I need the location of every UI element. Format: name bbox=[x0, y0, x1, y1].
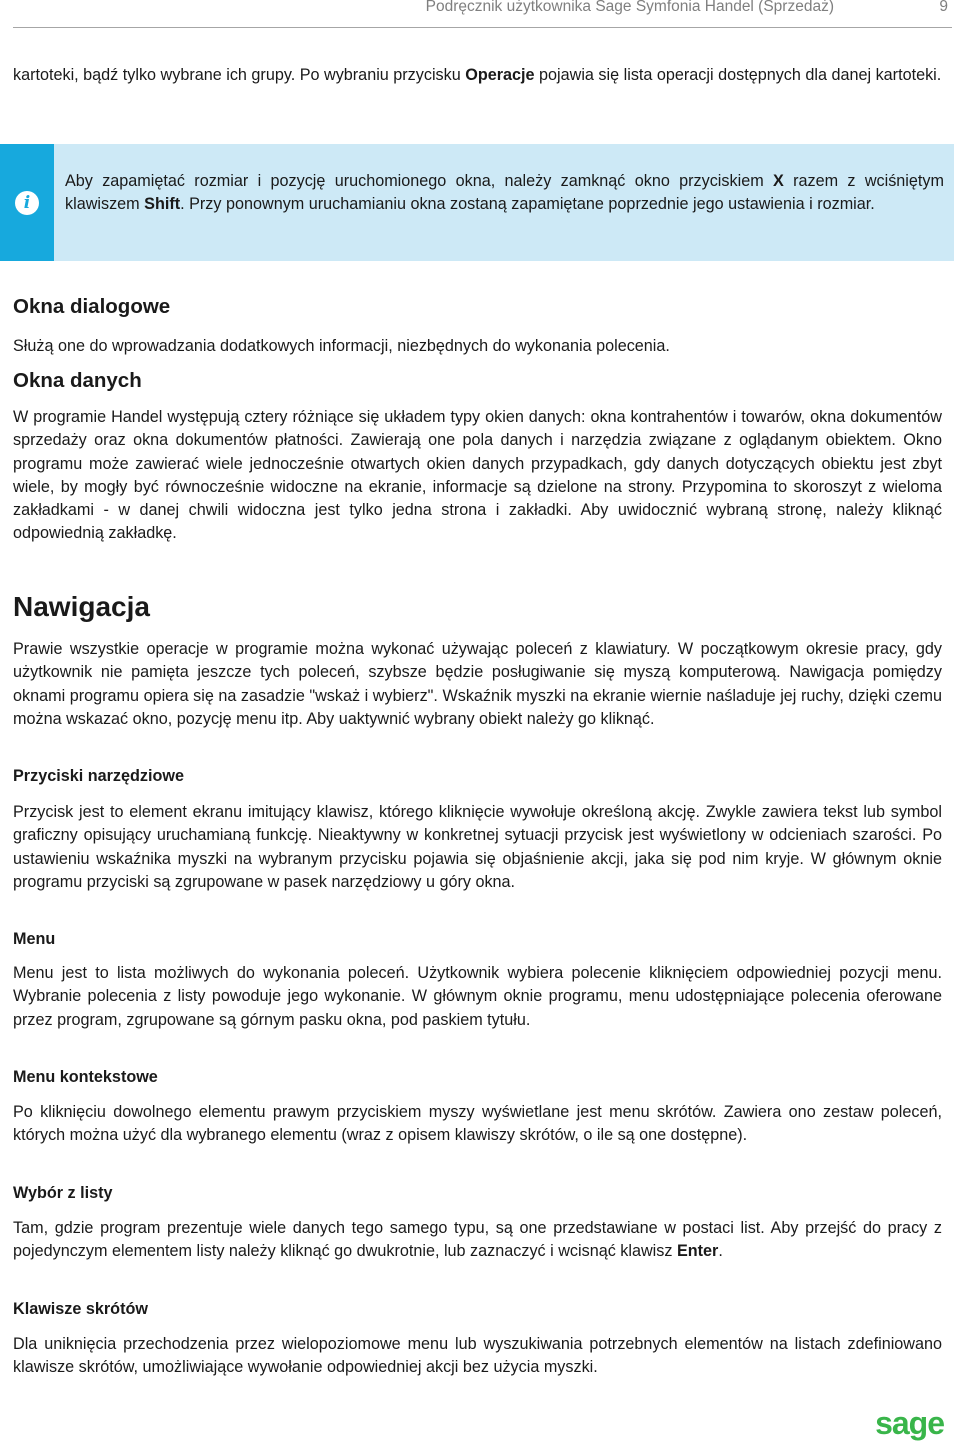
klawisze-skrotow-text: Dla uniknięcia przechodzenia przez wielopoziomowe menu lub wyszukiwania potrzebnych elementów na listach zdefiniowano klawisze skrótów, umożliwiające wywołanie odpowiedniej akcji bez użycia myszki. bbox=[13, 1335, 942, 1377]
page-number: 9 bbox=[939, 0, 948, 15]
nawigacja-text: Prawie wszystkie operacje w programie można wykonać używając poleceń z klawiatury. W początkowym okresie pracy, gdy użytkownik nie pamięta jeszcze tych poleceń, szybsze będzie posługiwanie się myszą komputerową. Nawigacja pomiędzy oknami programu opiera się na zasadzie "wskaż i wybierz". Wskaźnik myszki na ekranie wiernie naśladuje jej ruchy, dzięki czemu można wskazać okno, pozycję menu itp. Aby uaktywnić wybrany obiekt należy go kliknąć. bbox=[13, 640, 942, 728]
section-heading-okna-danych: Okna danych bbox=[13, 369, 142, 392]
lead-paragraph: kartoteki, bądź tylko wybrane ich grupy. Po wybraniu przycisku Operacje pojawia się lista operacji dostępnych dla danej kartoteki. bbox=[13, 66, 942, 84]
enter-key: Enter bbox=[676, 1242, 719, 1261]
menu-text: Menu jest to lista możliwych do wykonania poleceń. Użytkownik wybiera polecenie kliknięciem odpowiedniej pozycji menu. Wybranie polecenia z listy powoduje jego wykonanie. W głównym oknie programu, menu udostępniające polecenia oferowane przez program, zgrupowane są górnym pasku okna, pod paskiem tytułu. bbox=[13, 964, 942, 1029]
info-icon: i bbox=[15, 191, 39, 215]
callout-text: Aby zapamiętać rozmiar i pozycję uruchomionego okna, należy zamknąć okno przyciskiem X razem z wciśniętym klawiszem Shift. Przy ponownym uruchamianiu okna zostaną zapamiętane poprzednie jego ustawienia i rozmiar. bbox=[65, 172, 944, 214]
operacje-term: Operacje bbox=[465, 66, 535, 84]
subheading-klawisze-skrotow: Klawisze skrótów bbox=[13, 1300, 148, 1318]
okna-danych-text: W programie Handel występują cztery różniące się układem typy okien danych: okna kontrahentów i towarów, okna dokumentów sprzedaży oraz okna dokumentów płatności. Zawierają one pola danych i narzędzia związane z oglądanym obiektem. Okno programu może zawierać wiele jednocześnie otwartych okien danych przypadkach, gdy danych dotyczących obiektu jest zbyt wiele, by mogły być równocześnie widoczne na ekranie, informacje są dzielone na strony. Przypomina to skoroszyt z wieloma zakładkami - w danej chwili widoczna jest tylko jedna strona i zakładki. Aby uwidocznić wybraną stronę, należy kliknąć odpowiednią zakładkę. bbox=[13, 408, 942, 543]
menu-kontekstowe-text: Po kliknięciu dowolnego elementu prawym przyciskiem myszy wyświetlane jest menu skrótów. Zawiera ono zestaw poleceń, których można użyć dla wybranego elementu (wraz z opisem klawiszy skrótów, o ile są one dostępne). bbox=[13, 1103, 942, 1145]
section-heading-okna-dialogowe: Okna dialogowe bbox=[13, 295, 171, 318]
subheading-wybor-z-listy: Wybór z listy bbox=[13, 1184, 113, 1202]
sage-logo: sage bbox=[875, 1405, 944, 1441]
chapter-heading-nawigacja: Nawigacja bbox=[13, 591, 150, 622]
subheading-przyciski: Przyciski narzędziowe bbox=[13, 767, 184, 785]
page-header bbox=[13, 0, 952, 28]
okna-dialogowe-text: Służą one do wprowadzania dodatkowych informacji, niezbędnych do wykonania polecenia. bbox=[13, 337, 670, 355]
subheading-menu-kontekstowe: Menu kontekstowe bbox=[13, 1068, 158, 1086]
header-title: Podręcznik użytkownika Sage Symfonia Handel (Sprzedaż) bbox=[425, 0, 834, 15]
subheading-menu: Menu bbox=[13, 930, 56, 948]
przyciski-text: Przycisk jest to element ekranu imitujący klawisz, którego kliknięcie wywołuje określoną akcję. Zwykle zawiera tekst lub symbol graficzny opisujący uruchamianą funkcję. Nieaktywny w konkretnej sytuacji przycisk jest wyświetlony w odcieniach szarości. Po ustawieniu wskaźnika myszki na wybranym przycisku pojawia się objaśnienie akcji, jaka się pod nim kryje. W głównym oknie programu przyciski są zgrupowane w pasek narzędziowy u góry okna. bbox=[13, 803, 942, 891]
wybor-z-listy-text: Tam, gdzie program prezentuje wiele danych tego samego typu, są one przedstawiane w postaci list. Aby przejść do pracy z pojedynczym elementem listy należy kliknąć go dwukrotnie, lub zaznaczyć i wcisnąć klawisz Enter. bbox=[13, 1219, 942, 1261]
